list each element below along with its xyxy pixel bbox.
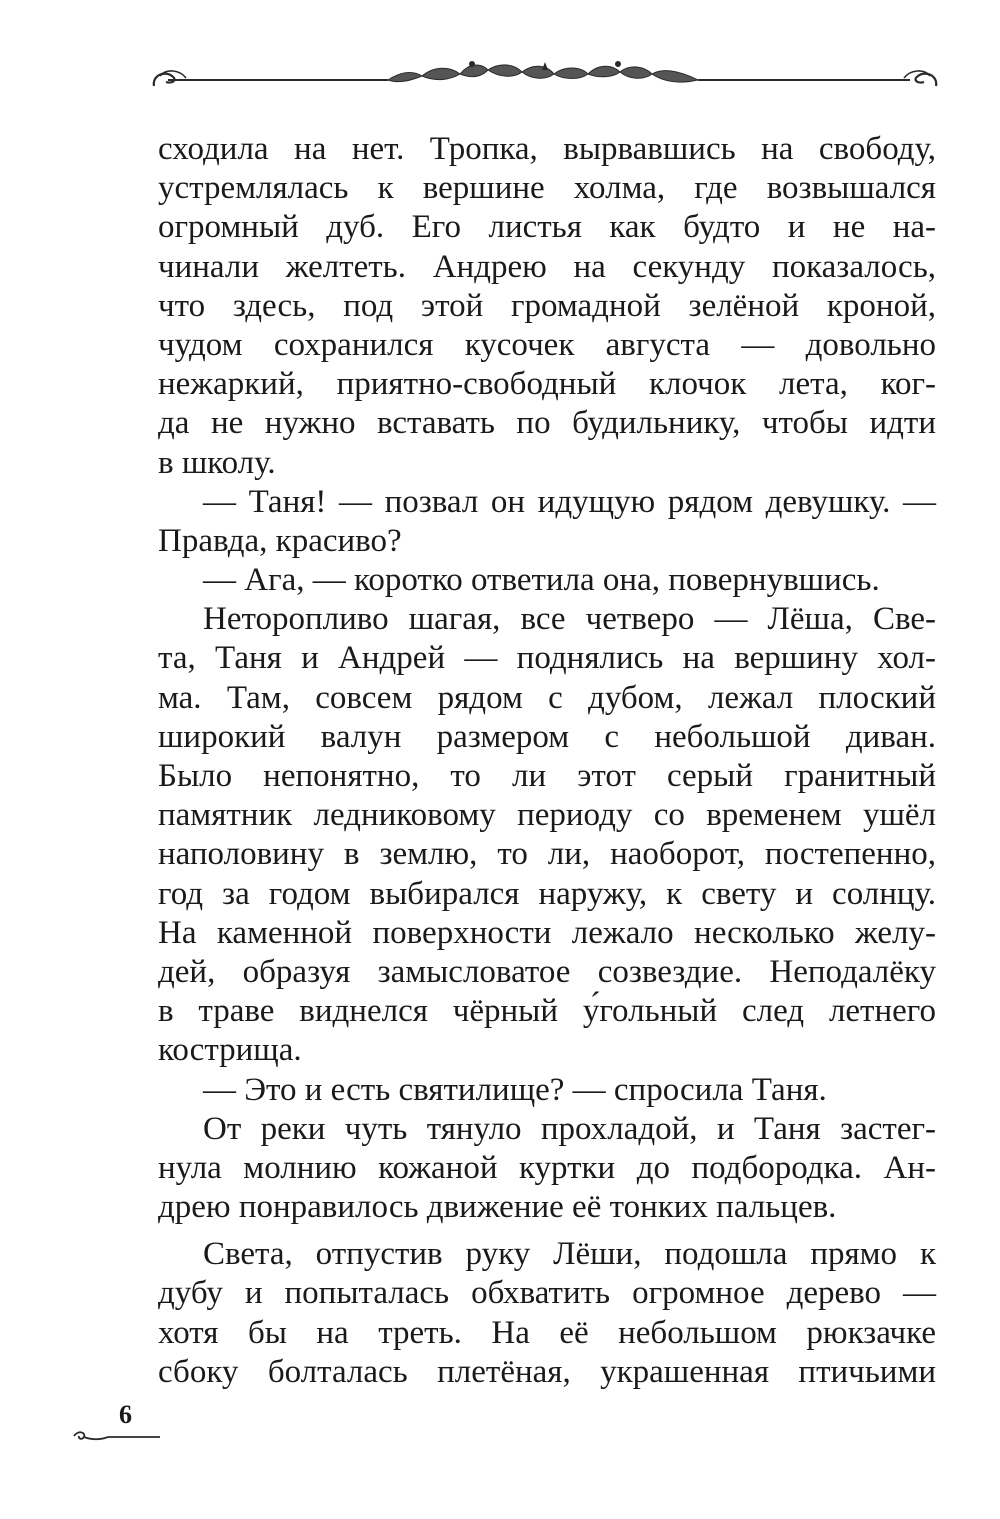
- paragraph: [158, 1110, 936, 1228]
- paragraph-gap: [158, 1227, 936, 1235]
- text-line: чудом сохранился кусочек августа — довольно: [158, 326, 936, 363]
- paragraph: [158, 1071, 936, 1110]
- text-line: дубу и попыталась обхватить огромное дерево —: [158, 1275, 936, 1312]
- text-line: сбоку болталась плетёная, украшенная птичьими: [158, 1353, 936, 1390]
- paragraph: [158, 1235, 936, 1392]
- text-line: Света, отпустив руку Лёши, подошла прямо к: [203, 1236, 936, 1273]
- text-line: что здесь, под этой громадной зелёной кроной,: [158, 287, 936, 324]
- text-line: да не нужно вставать по будильнику, чтобы идти: [158, 405, 936, 442]
- paragraph: [158, 600, 936, 1070]
- text-line: ма. Там, совсем рядом с дубом, лежал плоский: [158, 679, 936, 716]
- text-line: памятник ледниковому периоду со временем ушёл: [158, 797, 936, 834]
- text-line: хотя бы на треть. На её небольшом рюкзачке: [158, 1314, 936, 1351]
- ornament-divider-icon: [150, 58, 940, 94]
- text-line: устремлялась к вершине холма, где возвышался: [158, 170, 936, 207]
- text-line: дей, образуя замысловатое созвездие. Неподалёку: [158, 953, 936, 990]
- text-line: От реки чуть тянуло прохладой, и Таня застег-: [203, 1110, 936, 1147]
- page-number-flourish-icon: [72, 1428, 162, 1444]
- text-line: — Таня! — позвал он идущую рядом девушку. —: [203, 483, 936, 520]
- text-line: Было непонятно, то ли этот серый гранитный: [158, 758, 936, 794]
- text-line: нежаркий, приятно-свободный клочок лета, ког-: [158, 366, 936, 403]
- text-line: кострища.: [158, 1032, 302, 1069]
- text-line: чинали желтеть. Андрею на секунду показалось,: [158, 248, 936, 285]
- page-number: 6: [119, 1400, 132, 1429]
- text-line: — Ага, — коротко ответила она, повернувшись.: [203, 562, 880, 599]
- text-line: в школу.: [158, 444, 276, 481]
- text-line: На каменной поверхности лежало несколько желу-: [158, 914, 936, 951]
- text-line: в траве виднелся чёрный у́гольный след летнего: [158, 993, 936, 1030]
- text-line: дрею понравилось движение её тонких пальцев.: [158, 1189, 837, 1226]
- paragraph: [158, 483, 936, 561]
- paragraph: [158, 561, 936, 600]
- text-line: Правда, красиво?: [158, 522, 402, 559]
- text-line: та, Таня и Андрей — поднялись на вершину хол-: [158, 640, 936, 677]
- paragraph: [158, 130, 936, 483]
- text-line: огромный дуб. Его листья как будто и не на-: [158, 209, 936, 246]
- text-line: нула молнию кожаной куртки до подбородка. Ан-: [158, 1149, 936, 1186]
- text-line: наполовину в землю, то ли, наоборот, постепенно,: [158, 836, 936, 873]
- text-line: сходила на нет. Тропка, вырвавшись на свободу,: [158, 131, 936, 167]
- text-line: год за годом выбирался наружу, к свету и солнцу.: [158, 875, 936, 912]
- page-body-text: [158, 130, 936, 1392]
- text-line: широкий валун размером с небольшой диван.: [158, 718, 936, 755]
- text-line: Неторопливо шагая, все четверо — Лёша, Све-: [203, 601, 936, 638]
- text-line: — Это и есть святилище? — спросила Таня.: [203, 1071, 827, 1108]
